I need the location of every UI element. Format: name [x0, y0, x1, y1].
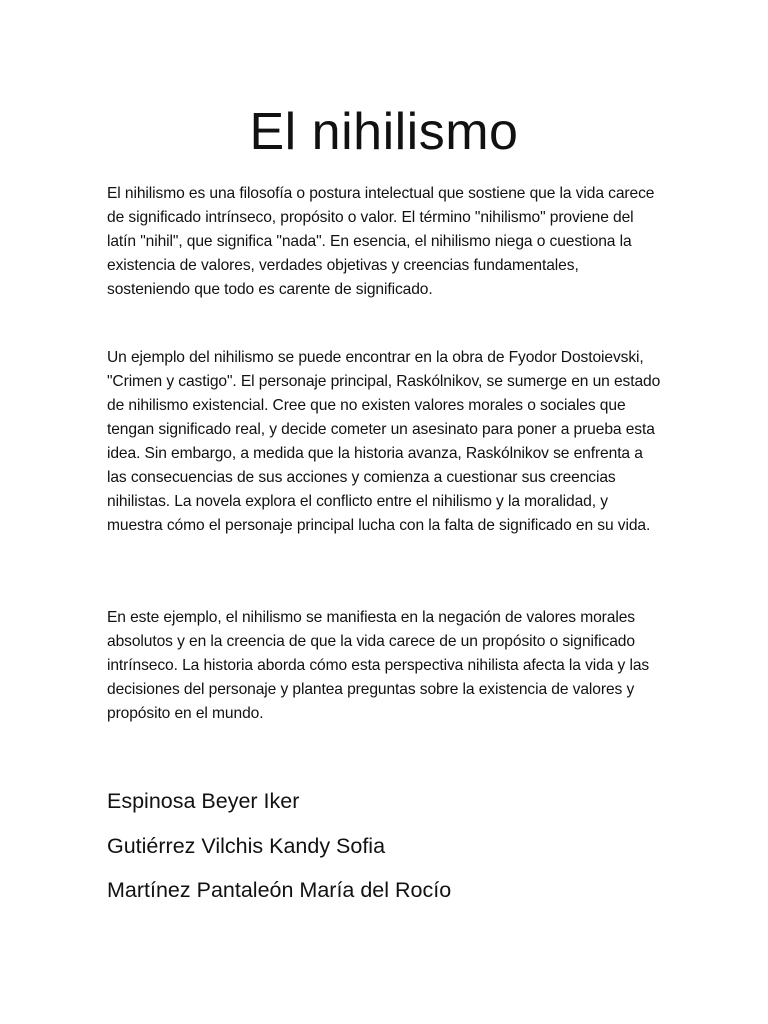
paragraph-example: Un ejemplo del nihilismo se puede encontrar en la obra de Fyodor Dostoievski, "Crimen y castigo". El personaje principal, Raskólnikov, se sumerge en un estado de nihilismo existencial. Cree que no existen valores morales o sociales que tengan significado real, y decide cometer un asesinato para poner a prueba esta idea. Sin embargo, a medida que la historia avanza, Raskólnikov se enfrenta a las consecuencias de sus acciones y comienza a cuestionar sus creencias nihilistas. La novela explora el conflicto entre el nihilismo y la moralidad, y muestra cómo el personaje principal lucha con la falta de significado en su vida. — [107, 349, 661, 534]
author-name: Espinosa Beyer Iker — [107, 789, 300, 813]
author-name: Gutiérrez Vilchis Kandy Sofia — [107, 833, 386, 858]
author-name: Martínez Pantaleón María del Rocío — [107, 878, 452, 902]
author-list — [107, 779, 707, 913]
paragraph-definition: El nihilismo es una filosofía o postura intelectual que sostiene que la vida carece de significado intrínseco, propósito o valor. El término "nihilismo" proviene del latín "nihil", que significa "nada". En esencia, el nihilismo niega o cuestiona la existencia de valores, verdades objetivas y creencias fundamentales, sosteniendo que todo es carente de significado. — [107, 185, 655, 298]
paragraph-conclusion: En este ejemplo, el nihilismo se manifiesta en la negación de valores morales absolutos y en la creencia de que la vida carece de un propósito o significado intrínseco. La historia aborda cómo esta perspectiva nihilista afecta la vida y las decisiones del personaje y plantea preguntas sobre la existencia de valores y propósito en el mundo. — [107, 609, 650, 722]
document-title: El nihilismo — [249, 103, 519, 161]
